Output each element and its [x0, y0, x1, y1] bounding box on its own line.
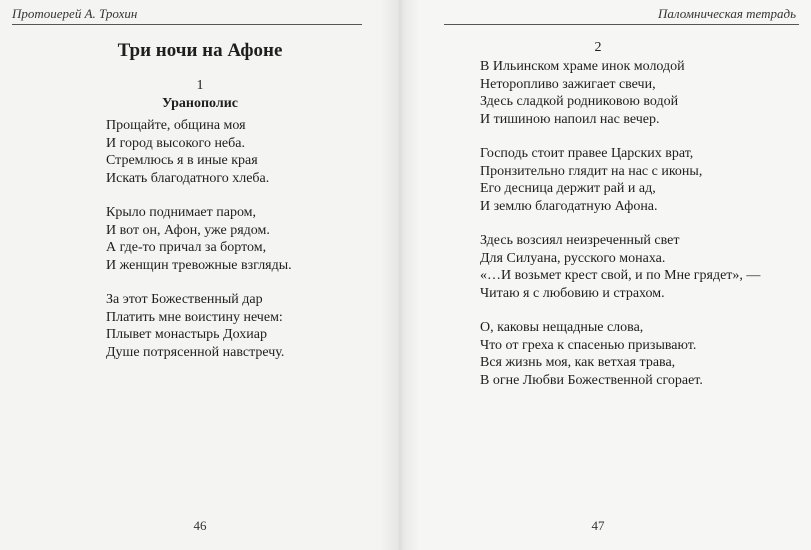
stanza [480, 145, 702, 215]
verse-line: Вся жизнь моя, как ветхая трава, [480, 355, 676, 370]
verse-line: «…И возьмет крест свой, и по Мне грядет», — [480, 268, 761, 283]
verse-line: Пронзительно глядит на нас с иконы, [480, 163, 703, 179]
verse-line: В Ильинском храме инок молодой [480, 59, 685, 74]
verse-line: А где-то причал за бортом, [106, 240, 267, 255]
header-rule [444, 24, 799, 25]
book-gutter-shadow [380, 0, 420, 550]
stanza [480, 58, 685, 128]
verse-line: Прощайте, община моя [106, 118, 246, 133]
running-head-author: Протоиерей А. Трохин [12, 6, 138, 21]
verse-line: Его десница держит рай и ад, [480, 181, 656, 196]
verse-line: И город высокого неба. [106, 135, 245, 151]
verse-line: Читаю я с любовию и страхом. [480, 285, 665, 301]
verse-line: Платить мне воистину нечем: [106, 309, 283, 325]
stanza [480, 232, 760, 302]
verse-line: И женщин тревожные взгляды. [106, 257, 292, 273]
verse-line: Стремлюсь я в иные края [106, 153, 258, 168]
stanza [480, 319, 703, 389]
verse-line: Что от греха к спасенью призывают. [480, 337, 697, 353]
verse-line: О, каковы нещадные слова, [480, 320, 644, 335]
header-rule [12, 24, 362, 25]
verse-line: За этот Божественный дар [106, 292, 263, 307]
verse-line: Господь стоит правее Царских врат, [480, 146, 694, 161]
page-number: 47 [591, 518, 605, 533]
stanza [106, 117, 269, 187]
verse-line: В огне Любви Божественной сгорает. [480, 372, 703, 388]
right-page [400, 0, 811, 550]
poem-title: Три ночи на Афоне [117, 40, 283, 61]
verse-line: И тишиною напоил нас вечер. [480, 111, 660, 127]
verse-line: Здесь возсиял неизреченный свет [480, 233, 680, 248]
page-number: 46 [193, 518, 207, 533]
verse-line: Неторопливо зажигает свечи, [480, 76, 656, 92]
verse-line: Крыло поднимает паром, [106, 205, 257, 220]
running-head-book-title: Паломническая тетрадь [658, 6, 796, 21]
section-number: 1 [196, 78, 204, 93]
section-title: Уранополис [162, 96, 238, 111]
verse-line: Здесь сладкой родниковою водой [480, 94, 679, 109]
left-page [0, 0, 400, 550]
verse-line: И землю благодатную Афона. [480, 198, 658, 214]
section-number: 2 [594, 40, 602, 55]
verse-line: Душе потрясенной навстречу. [106, 344, 285, 360]
verse-line: Плывет монастырь Дохиар [106, 327, 267, 342]
verse-line: И вот он, Афон, уже рядом. [106, 222, 270, 238]
stanza [106, 291, 284, 361]
verse-line: Искать благодатного хлеба. [106, 170, 270, 186]
stanza [106, 204, 292, 274]
verse-line: Для Силуана, русского монаха. [480, 250, 666, 266]
